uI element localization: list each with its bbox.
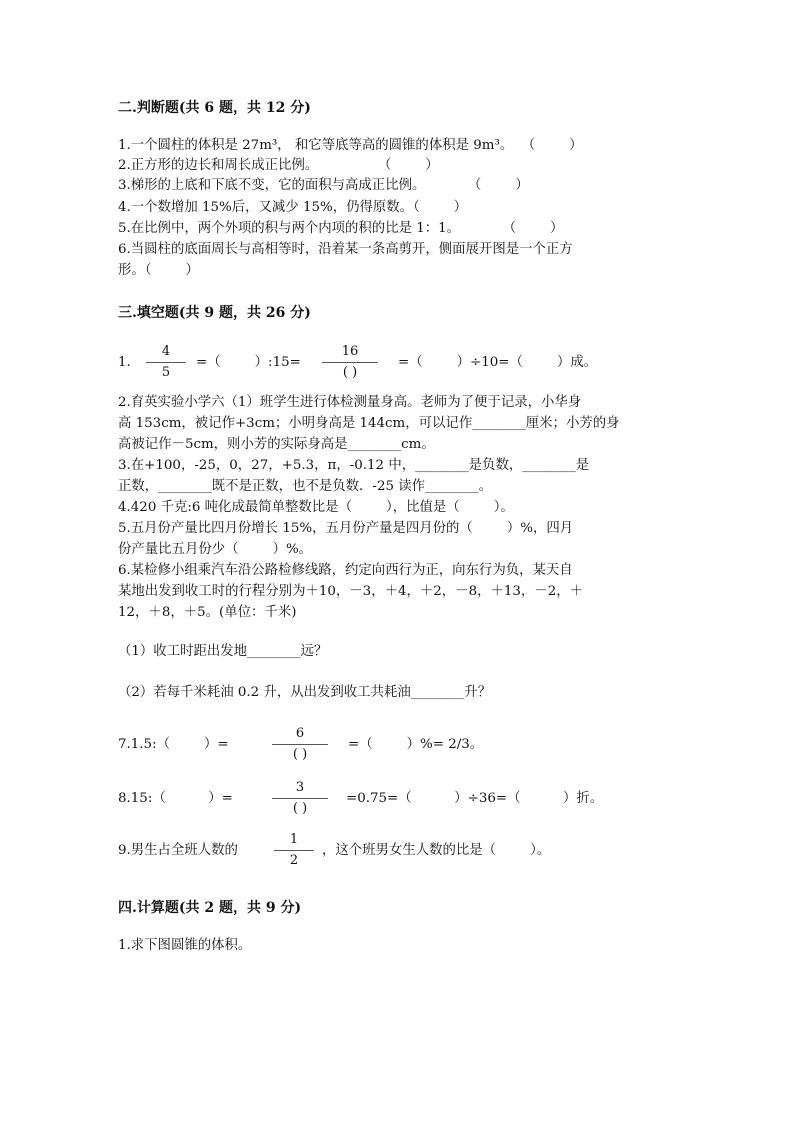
judge-item-6: 6.当圆柱的底面周长与高相等时，沿着某一条高剪开，侧面展开图是一个正方 [118, 242, 573, 257]
fraction-denominator: 2 [289, 853, 299, 868]
fraction-1-2 [274, 832, 314, 869]
judge-item-6-cont: 形。（ ） [118, 263, 199, 278]
fraction-denominator: 5 [161, 365, 171, 380]
fill-line-2: 高 153cm，被记作+3cm；小明身高是 144cm，可以记作________厘米；小芳的身 [118, 416, 620, 431]
fill-q7-prefix: 7.1.5:（ ）= [118, 737, 229, 752]
judge-item-4: 4.一个数增加 15%后，又减少 15%，仍得原数。（ ） [118, 200, 468, 215]
fill-q7-end: =（ ）%= 2/3。 [348, 737, 484, 752]
fraction-6-blank [280, 726, 320, 763]
fill-q6-sub1: （1）收工时距出发地________远？ [118, 644, 328, 659]
fill-q1-prefix: 1. [118, 355, 131, 370]
section-title-fill: 三.填空题(共 9 题，共 26 分) [118, 305, 311, 321]
fill-line-6: 4.420 千克:6 吨化成最简单整数比是（ ），比值是（ ）。 [118, 500, 514, 515]
fraction-bar [272, 744, 328, 745]
fill-line-10: 某地出发到收工时的行程分别为＋10，－3，＋4，＋2，－8，＋13，－2，＋ [118, 584, 584, 599]
fraction-numerator: 4 [161, 344, 171, 359]
fill-q9-end: ，这个班男女生人数的比是（ ）。 [322, 843, 551, 858]
fraction-16-blank [330, 344, 370, 381]
fill-line-7: 5.五月份产量比四月份增长 15%，五月份产量是四月份的（ ）%，四月 [118, 521, 574, 536]
fraction-numerator: 6 [295, 726, 305, 741]
fraction-numerator: 16 [341, 344, 359, 359]
fraction-bar [274, 850, 314, 851]
fraction-denominator: ( ) [292, 747, 308, 762]
fill-q8-end: =0.75=（ ）÷36=（ ）折。 [346, 791, 604, 806]
fill-q8-prefix: 8.15:（ ）= [118, 791, 233, 806]
fraction-bar [146, 362, 186, 363]
fraction-bar [322, 362, 378, 363]
judge-item-1: 1.一个圆柱的体积是 27m³， 和它等底等高的圆锥的体积是 9m³。 （ ） [118, 138, 583, 153]
calc-item-1: 1.求下图圆锥的体积。 [118, 938, 252, 953]
judge-item-5: 5.在比例中，两个外项的积与两个内项的积的比是 1：1。 （ ） [118, 221, 564, 236]
fraction-denominator: ( ) [292, 801, 308, 816]
fill-line-3: 高被记作－5cm，则小芳的实际身高是________cm。 [118, 437, 435, 452]
fill-line-4: 3.在+100，-25，0，27，+5.3，π，-0.12 中，________是负数，________是 [118, 458, 590, 473]
fill-line-1: 2.育英实验小学六（1）班学生进行体检测量身高。老师为了便于记录，小华身 [118, 395, 582, 410]
fill-line-11: 12，＋8，＋5。(单位：千米) [118, 605, 297, 620]
fill-q1-mid: =（ ）:15= [196, 355, 301, 370]
fill-q1-end: =（ ）÷10=（ ）成。 [398, 355, 598, 370]
fraction-numerator: 1 [289, 832, 299, 847]
fraction-numerator: 3 [295, 780, 305, 795]
fill-line-5: 正数，________既不是正数，也不是负数．-25 读作________。 [118, 479, 492, 494]
fill-q9-prefix: 9.男生占全班人数的 [118, 843, 238, 858]
section-title-judge: 二.判断题(共 6 题，共 12 分) [118, 100, 311, 116]
fraction-3-blank [280, 780, 320, 817]
fill-line-8: 份产量比五月份少（ ）%。 [118, 542, 313, 557]
fraction-bar [272, 798, 328, 799]
fraction-denominator: ( ) [342, 365, 358, 380]
judge-item-3: 3.梯形的上底和下底不变，它的面积与高成正比例。 （ ） [118, 178, 529, 193]
fill-line-9: 6.某检修小组乘汽车沿公路检修线路，约定向西行为正，向东行为负，某天自 [118, 563, 573, 578]
section-title-calc: 四.计算题(共 2 题，共 9 分) [118, 900, 302, 916]
fraction-4-5 [146, 344, 186, 381]
fill-q6-sub2: （2）若每千米耗油 0.2 升，从出发到收工共耗油________升？ [118, 685, 492, 700]
judge-item-2: 2.正方形的边长和周长成正比例。 （ ） [118, 158, 439, 173]
